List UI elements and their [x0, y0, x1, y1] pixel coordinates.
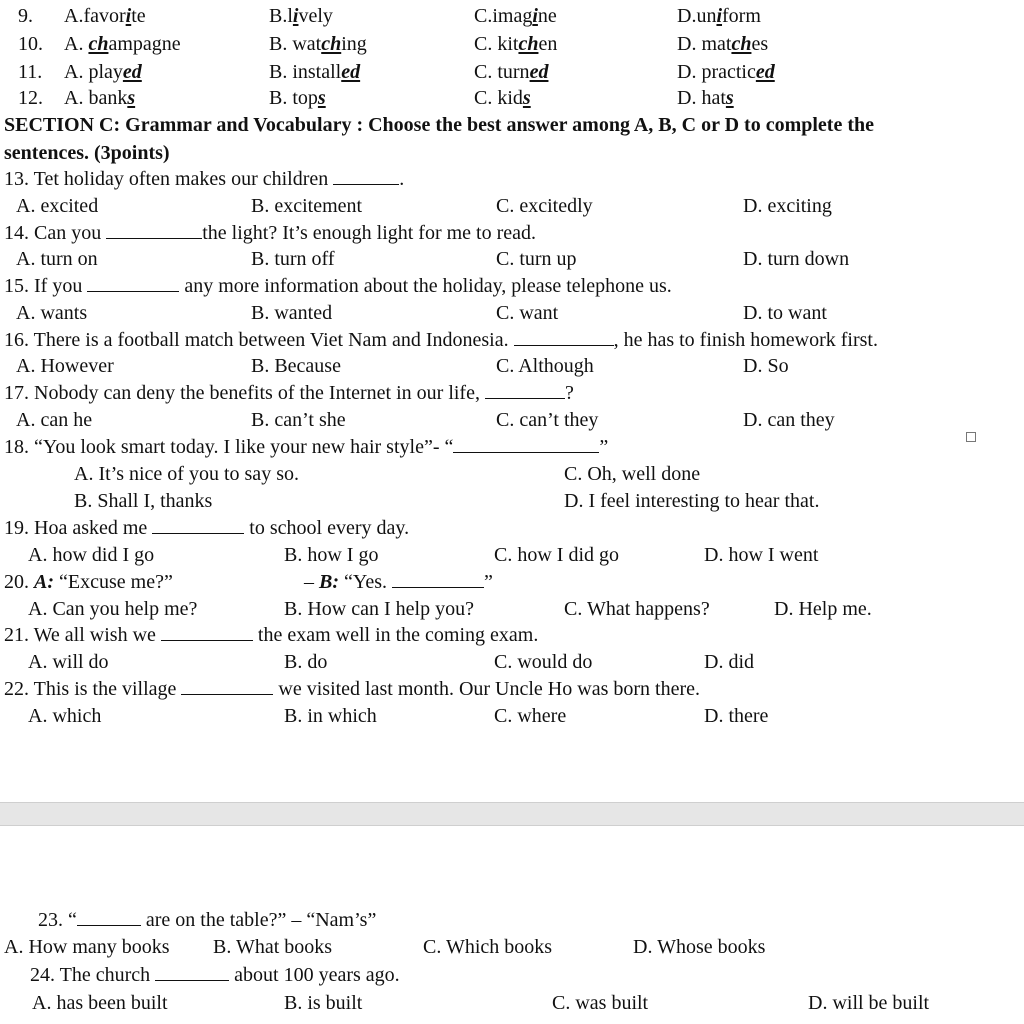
question-text: 23. “ are on the table?” – “Nam’s”	[38, 909, 377, 931]
answer-blank	[106, 220, 202, 239]
question-text: 22. This is the village we visited last month. Our Uncle Ho was born there.	[4, 678, 700, 700]
option-a: A. will do	[28, 651, 109, 673]
option-d: D. did	[704, 651, 754, 673]
option-d: D. how I went	[704, 544, 819, 566]
question-number: 9.	[18, 5, 33, 27]
question-text: 15. If you any more information about the holiday, please telephone us.	[4, 275, 672, 297]
option-a: A. excited	[16, 195, 99, 217]
answer-blank	[77, 907, 141, 926]
answer-blank	[453, 434, 599, 453]
question-text: 17. Nobody can deny the benefits of the Internet in our life, ?	[4, 382, 574, 404]
option-d: D.uniform	[677, 5, 761, 27]
option-a: A. wants	[16, 302, 88, 324]
option-d: D. I feel interesting to hear that.	[564, 490, 820, 512]
question-text: 13. Tet holiday often makes our children .	[4, 168, 405, 190]
option-d: D. there	[704, 705, 769, 727]
option-c: C. kitchen	[474, 33, 558, 55]
question-text: 21. We all wish we the exam well in the coming exam.	[4, 624, 539, 646]
option-c: C. kids	[474, 87, 531, 109]
option-a: A. However	[16, 355, 114, 377]
option-c: C. turn up	[496, 248, 577, 270]
answer-blank	[485, 380, 565, 399]
option-c: C. Although	[496, 355, 594, 377]
option-d: D. can they	[743, 409, 835, 431]
option-d: D. Whose books	[633, 936, 766, 958]
option-b: B.lively	[269, 5, 333, 27]
option-c: C. where	[494, 705, 567, 727]
answer-blank	[333, 166, 399, 185]
option-c: C. excitedly	[496, 195, 593, 217]
option-c: C. turned	[474, 61, 549, 83]
answer-blank	[152, 515, 244, 534]
option-b: B. wanted	[251, 302, 333, 324]
option-c: C. how I did go	[494, 544, 619, 566]
answer-blank	[161, 622, 253, 641]
option-a: A. champagne	[64, 33, 181, 55]
option-a: A. turn on	[16, 248, 98, 270]
option-a: A. It’s nice of you to say so.	[74, 463, 299, 485]
option-b: B. Shall I, thanks	[74, 490, 213, 512]
option-b: B. is built	[284, 992, 363, 1014]
option-d: D. to want	[743, 302, 827, 324]
option-a: A.favorite	[64, 5, 146, 27]
question-text-a: 20. A: “Excuse me?”	[4, 571, 173, 593]
option-b: B. how I go	[284, 544, 379, 566]
answer-blank	[181, 676, 273, 695]
checkbox[interactable]	[966, 432, 976, 442]
question-number: 12.	[18, 87, 43, 109]
page-break	[0, 802, 1024, 826]
option-b: B. How can I help you?	[284, 598, 474, 620]
option-a: A. banks	[64, 87, 136, 109]
option-b: B. turn off	[251, 248, 335, 270]
option-c: C. would do	[494, 651, 593, 673]
question-text-b: – B: “Yes. ”	[304, 571, 493, 593]
question-text: 18. “You look smart today. I like your new hair style”- “ ”	[4, 436, 609, 458]
option-d: D. turn down	[743, 248, 850, 270]
option-a: A. can he	[16, 409, 93, 431]
option-c: C. Which books	[423, 936, 553, 958]
option-d: D. will be built	[808, 992, 930, 1014]
option-b: B. in which	[284, 705, 377, 727]
answer-blank	[155, 962, 229, 981]
option-a: A. Can you help me?	[28, 598, 198, 620]
option-c: C. can’t they	[496, 409, 599, 431]
option-b: B. do	[284, 651, 328, 673]
question-text: 14. Can you the light? It’s enough light for me to read.	[4, 222, 537, 244]
option-d: D. hats	[677, 87, 734, 109]
answer-blank	[514, 327, 614, 346]
option-b: B. watching	[269, 33, 367, 55]
option-b: B. installed	[269, 61, 361, 83]
option-b: B. excitement	[251, 195, 363, 217]
option-b: B. can’t she	[251, 409, 346, 431]
option-a: A. How many books	[4, 936, 170, 958]
question-number: 11.	[18, 61, 43, 83]
question-text: 19. Hoa asked me to school every day.	[4, 517, 410, 539]
answer-blank	[87, 273, 179, 292]
option-b: B. tops	[269, 87, 326, 109]
question-text: 16. There is a football match between Viet Nam and Indonesia. , he has to finish homework first.	[4, 329, 878, 351]
option-d: D. matches	[677, 33, 769, 55]
answer-blank	[392, 569, 484, 588]
question-text: 24. The church about 100 years ago.	[30, 964, 400, 986]
option-a: A. how did I go	[28, 544, 155, 566]
option-d: D. exciting	[743, 195, 832, 217]
option-d: D. Help me.	[774, 598, 872, 620]
option-c: C. Oh, well done	[564, 463, 701, 485]
option-b: B. What books	[213, 936, 333, 958]
option-c: C. What happens?	[564, 598, 710, 620]
option-d: D. So	[743, 355, 789, 377]
option-a: A. has been built	[32, 992, 168, 1014]
option-c: C. want	[496, 302, 559, 324]
option-c: C. was built	[552, 992, 649, 1014]
question-number: 10.	[18, 33, 43, 55]
option-b: B. Because	[251, 355, 341, 377]
option-a: A. which	[28, 705, 102, 727]
option-d: D. practiced	[677, 61, 775, 83]
option-c: C.imagine	[474, 5, 557, 27]
option-a: A. played	[64, 61, 142, 83]
